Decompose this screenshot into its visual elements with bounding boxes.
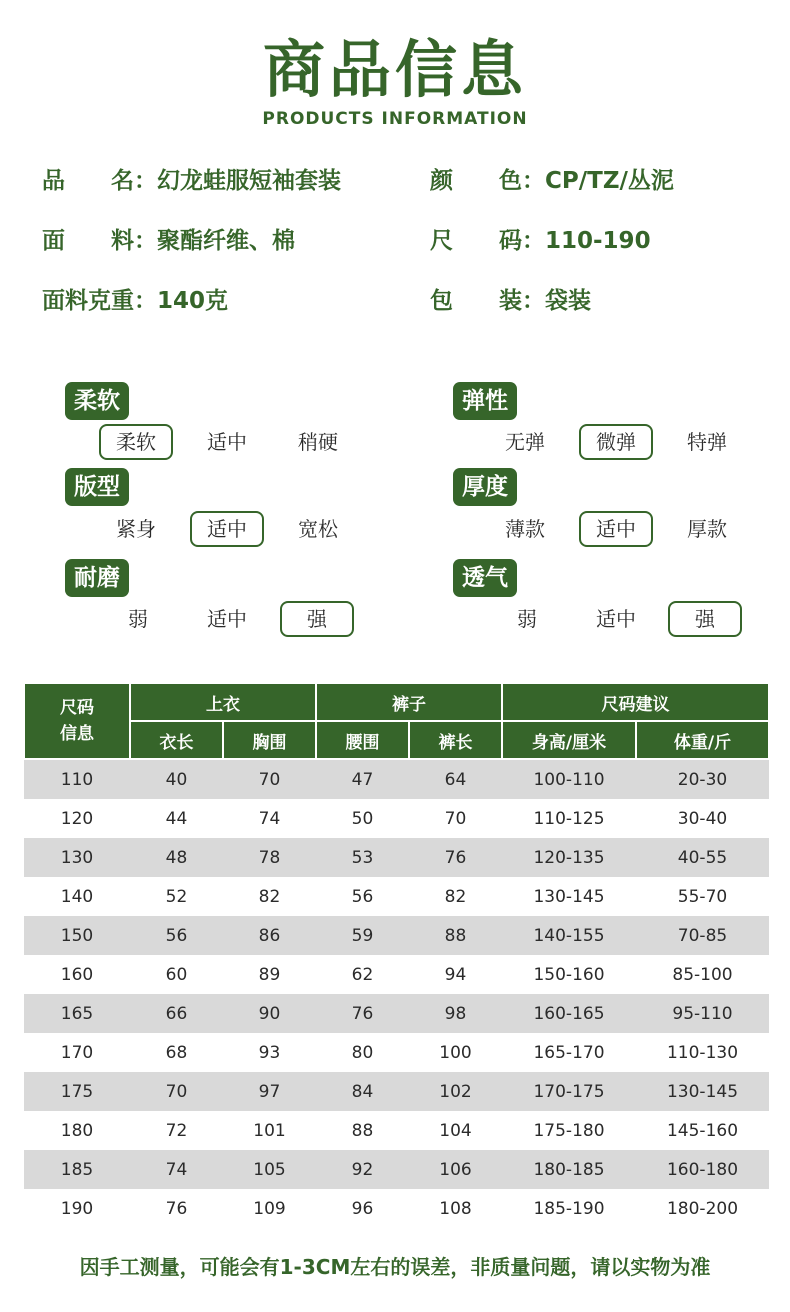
table-cell: 105 xyxy=(223,1150,316,1189)
size-label: 尺 码： xyxy=(430,228,545,254)
breathability-option: 适中 xyxy=(596,607,636,631)
table-cell: 20-30 xyxy=(636,759,769,799)
table-row xyxy=(24,955,769,994)
table-cell: 66 xyxy=(130,994,223,1033)
table-cell: 160-165 xyxy=(502,994,636,1033)
table-row xyxy=(24,1072,769,1111)
info-size xyxy=(430,226,651,256)
table-row xyxy=(24,916,769,955)
size-cell: 165 xyxy=(24,994,130,1033)
thickness-option-selected: 适中 xyxy=(579,511,653,547)
measurement-note: 因手工测量，可能会有1-3CM左右的误差，非质量问题，请以实物为准 xyxy=(79,1255,711,1279)
table-cell: 185-190 xyxy=(502,1189,636,1228)
pack-label: 包 装： xyxy=(430,288,545,314)
softness-tag: 柔软 xyxy=(65,382,129,420)
color-label: 颜 色： xyxy=(430,168,545,194)
breathability-tag: 透气 xyxy=(453,559,517,597)
table-row xyxy=(24,799,769,838)
size-cell: 175 xyxy=(24,1072,130,1111)
info-fabric xyxy=(42,226,295,256)
table-cell: 130-145 xyxy=(636,1072,769,1111)
table-cell: 145-160 xyxy=(636,1111,769,1150)
table-cell: 40-55 xyxy=(636,838,769,877)
breathability-option-selected: 强 xyxy=(668,601,742,637)
table-cell: 82 xyxy=(223,877,316,916)
table-cell: 76 xyxy=(316,994,409,1033)
table-row xyxy=(24,1189,769,1228)
table-cell: 94 xyxy=(409,955,502,994)
table-cell: 70 xyxy=(130,1072,223,1111)
table-corner-header: 尺码 信息 xyxy=(24,683,130,759)
thickness-option: 厚款 xyxy=(687,517,727,541)
column-header: 腰围 xyxy=(316,721,409,759)
size-value: 110-190 xyxy=(545,228,651,254)
table-cell: 30-40 xyxy=(636,799,769,838)
table-cell: 84 xyxy=(316,1072,409,1111)
table-cell: 50 xyxy=(316,799,409,838)
table-cell: 70 xyxy=(409,799,502,838)
table-cell: 74 xyxy=(130,1150,223,1189)
color-value: CP/TZ/丛泥 xyxy=(545,168,674,194)
table-cell: 56 xyxy=(130,916,223,955)
group-header-size-advice: 尺码建议 xyxy=(502,683,769,721)
fit-tag: 版型 xyxy=(65,468,129,506)
pack-value: 袋装 xyxy=(545,288,591,314)
column-header: 身高/厘米 xyxy=(502,721,636,759)
table-cell: 80 xyxy=(316,1033,409,1072)
table-cell: 62 xyxy=(316,955,409,994)
size-cell: 130 xyxy=(24,838,130,877)
table-cell: 97 xyxy=(223,1072,316,1111)
fit-option: 紧身 xyxy=(116,517,156,541)
table-cell: 68 xyxy=(130,1033,223,1072)
thickness-option: 薄款 xyxy=(505,517,545,541)
elasticity-option-selected: 微弹 xyxy=(579,424,653,460)
size-table-body xyxy=(24,759,769,1228)
softness-option: 适中 xyxy=(207,430,247,454)
durability-option: 适中 xyxy=(207,607,247,631)
info-weight xyxy=(42,286,228,316)
softness-option-selected: 柔软 xyxy=(99,424,173,460)
table-cell: 110-125 xyxy=(502,799,636,838)
table-cell: 55-70 xyxy=(636,877,769,916)
table-cell: 72 xyxy=(130,1111,223,1150)
elasticity-tag: 弹性 xyxy=(453,382,517,420)
name-label: 品 名： xyxy=(42,168,157,194)
size-cell: 190 xyxy=(24,1189,130,1228)
durability-tag: 耐磨 xyxy=(65,559,129,597)
table-row xyxy=(24,759,769,799)
table-cell: 102 xyxy=(409,1072,502,1111)
size-cell: 120 xyxy=(24,799,130,838)
info-pack xyxy=(430,286,591,316)
table-cell: 56 xyxy=(316,877,409,916)
table-row xyxy=(24,994,769,1033)
table-cell: 165-170 xyxy=(502,1033,636,1072)
table-cell: 100-110 xyxy=(502,759,636,799)
info-name xyxy=(42,166,341,196)
table-row xyxy=(24,1150,769,1189)
durability-option-selected: 强 xyxy=(280,601,354,637)
softness-option: 稍硬 xyxy=(298,430,338,454)
table-row xyxy=(24,1111,769,1150)
table-cell: 74 xyxy=(223,799,316,838)
size-cell: 110 xyxy=(24,759,130,799)
elasticity-option: 特弹 xyxy=(687,430,727,454)
table-cell: 53 xyxy=(316,838,409,877)
table-cell: 101 xyxy=(223,1111,316,1150)
table-cell: 70 xyxy=(223,759,316,799)
table-cell: 52 xyxy=(130,877,223,916)
table-cell: 90 xyxy=(223,994,316,1033)
page-title: 商品信息 xyxy=(262,33,527,106)
table-cell: 92 xyxy=(316,1150,409,1189)
breathability-option: 弱 xyxy=(517,607,537,631)
table-cell: 110-130 xyxy=(636,1033,769,1072)
durability-option: 弱 xyxy=(128,607,148,631)
group-header-pants: 裤子 xyxy=(316,683,502,721)
table-cell: 109 xyxy=(223,1189,316,1228)
table-row xyxy=(24,838,769,877)
table-cell: 70-85 xyxy=(636,916,769,955)
table-cell: 175-180 xyxy=(502,1111,636,1150)
table-cell: 78 xyxy=(223,838,316,877)
table-cell: 106 xyxy=(409,1150,502,1189)
table-cell: 48 xyxy=(130,838,223,877)
table-cell: 160-180 xyxy=(636,1150,769,1189)
fit-option-selected: 适中 xyxy=(190,511,264,547)
table-cell: 64 xyxy=(409,759,502,799)
fabric-value: 聚酯纤维、棉 xyxy=(157,228,295,254)
table-cell: 76 xyxy=(130,1189,223,1228)
size-cell: 160 xyxy=(24,955,130,994)
table-cell: 89 xyxy=(223,955,316,994)
page-subtitle: PRODUCTS INFORMATION xyxy=(262,109,528,129)
table-cell: 88 xyxy=(316,1111,409,1150)
table-cell: 180-185 xyxy=(502,1150,636,1189)
size-table xyxy=(23,682,770,1228)
table-cell: 85-100 xyxy=(636,955,769,994)
table-cell: 108 xyxy=(409,1189,502,1228)
table-cell: 96 xyxy=(316,1189,409,1228)
elasticity-option: 无弹 xyxy=(505,430,545,454)
table-row xyxy=(24,877,769,916)
size-cell: 150 xyxy=(24,916,130,955)
column-header: 体重/斤 xyxy=(636,721,769,759)
column-header: 衣长 xyxy=(130,721,223,759)
table-cell: 104 xyxy=(409,1111,502,1150)
table-cell: 130-145 xyxy=(502,877,636,916)
table-cell: 98 xyxy=(409,994,502,1033)
size-cell: 140 xyxy=(24,877,130,916)
weight-value: 140克 xyxy=(157,288,229,314)
table-cell: 180-200 xyxy=(636,1189,769,1228)
table-cell: 86 xyxy=(223,916,316,955)
weight-label: 面料克重： xyxy=(42,288,157,314)
table-cell: 93 xyxy=(223,1033,316,1072)
table-row xyxy=(24,1033,769,1072)
fabric-label: 面 料： xyxy=(42,228,157,254)
table-cell: 95-110 xyxy=(636,994,769,1033)
table-cell: 88 xyxy=(409,916,502,955)
table-cell: 150-160 xyxy=(502,955,636,994)
size-cell: 185 xyxy=(24,1150,130,1189)
table-cell: 44 xyxy=(130,799,223,838)
table-cell: 82 xyxy=(409,877,502,916)
size-cell: 180 xyxy=(24,1111,130,1150)
table-cell: 76 xyxy=(409,838,502,877)
table-cell: 120-135 xyxy=(502,838,636,877)
table-cell: 140-155 xyxy=(502,916,636,955)
group-header-top: 上衣 xyxy=(130,683,316,721)
column-header: 裤长 xyxy=(409,721,502,759)
fit-option: 宽松 xyxy=(298,517,338,541)
table-cell: 47 xyxy=(316,759,409,799)
table-cell: 100 xyxy=(409,1033,502,1072)
table-cell: 170-175 xyxy=(502,1072,636,1111)
column-header: 胸围 xyxy=(223,721,316,759)
size-cell: 170 xyxy=(24,1033,130,1072)
info-color xyxy=(430,166,674,196)
table-cell: 59 xyxy=(316,916,409,955)
thickness-tag: 厚度 xyxy=(453,468,517,506)
table-cell: 40 xyxy=(130,759,223,799)
name-value: 幻龙蛙服短袖套装 xyxy=(157,168,341,194)
table-cell: 60 xyxy=(130,955,223,994)
